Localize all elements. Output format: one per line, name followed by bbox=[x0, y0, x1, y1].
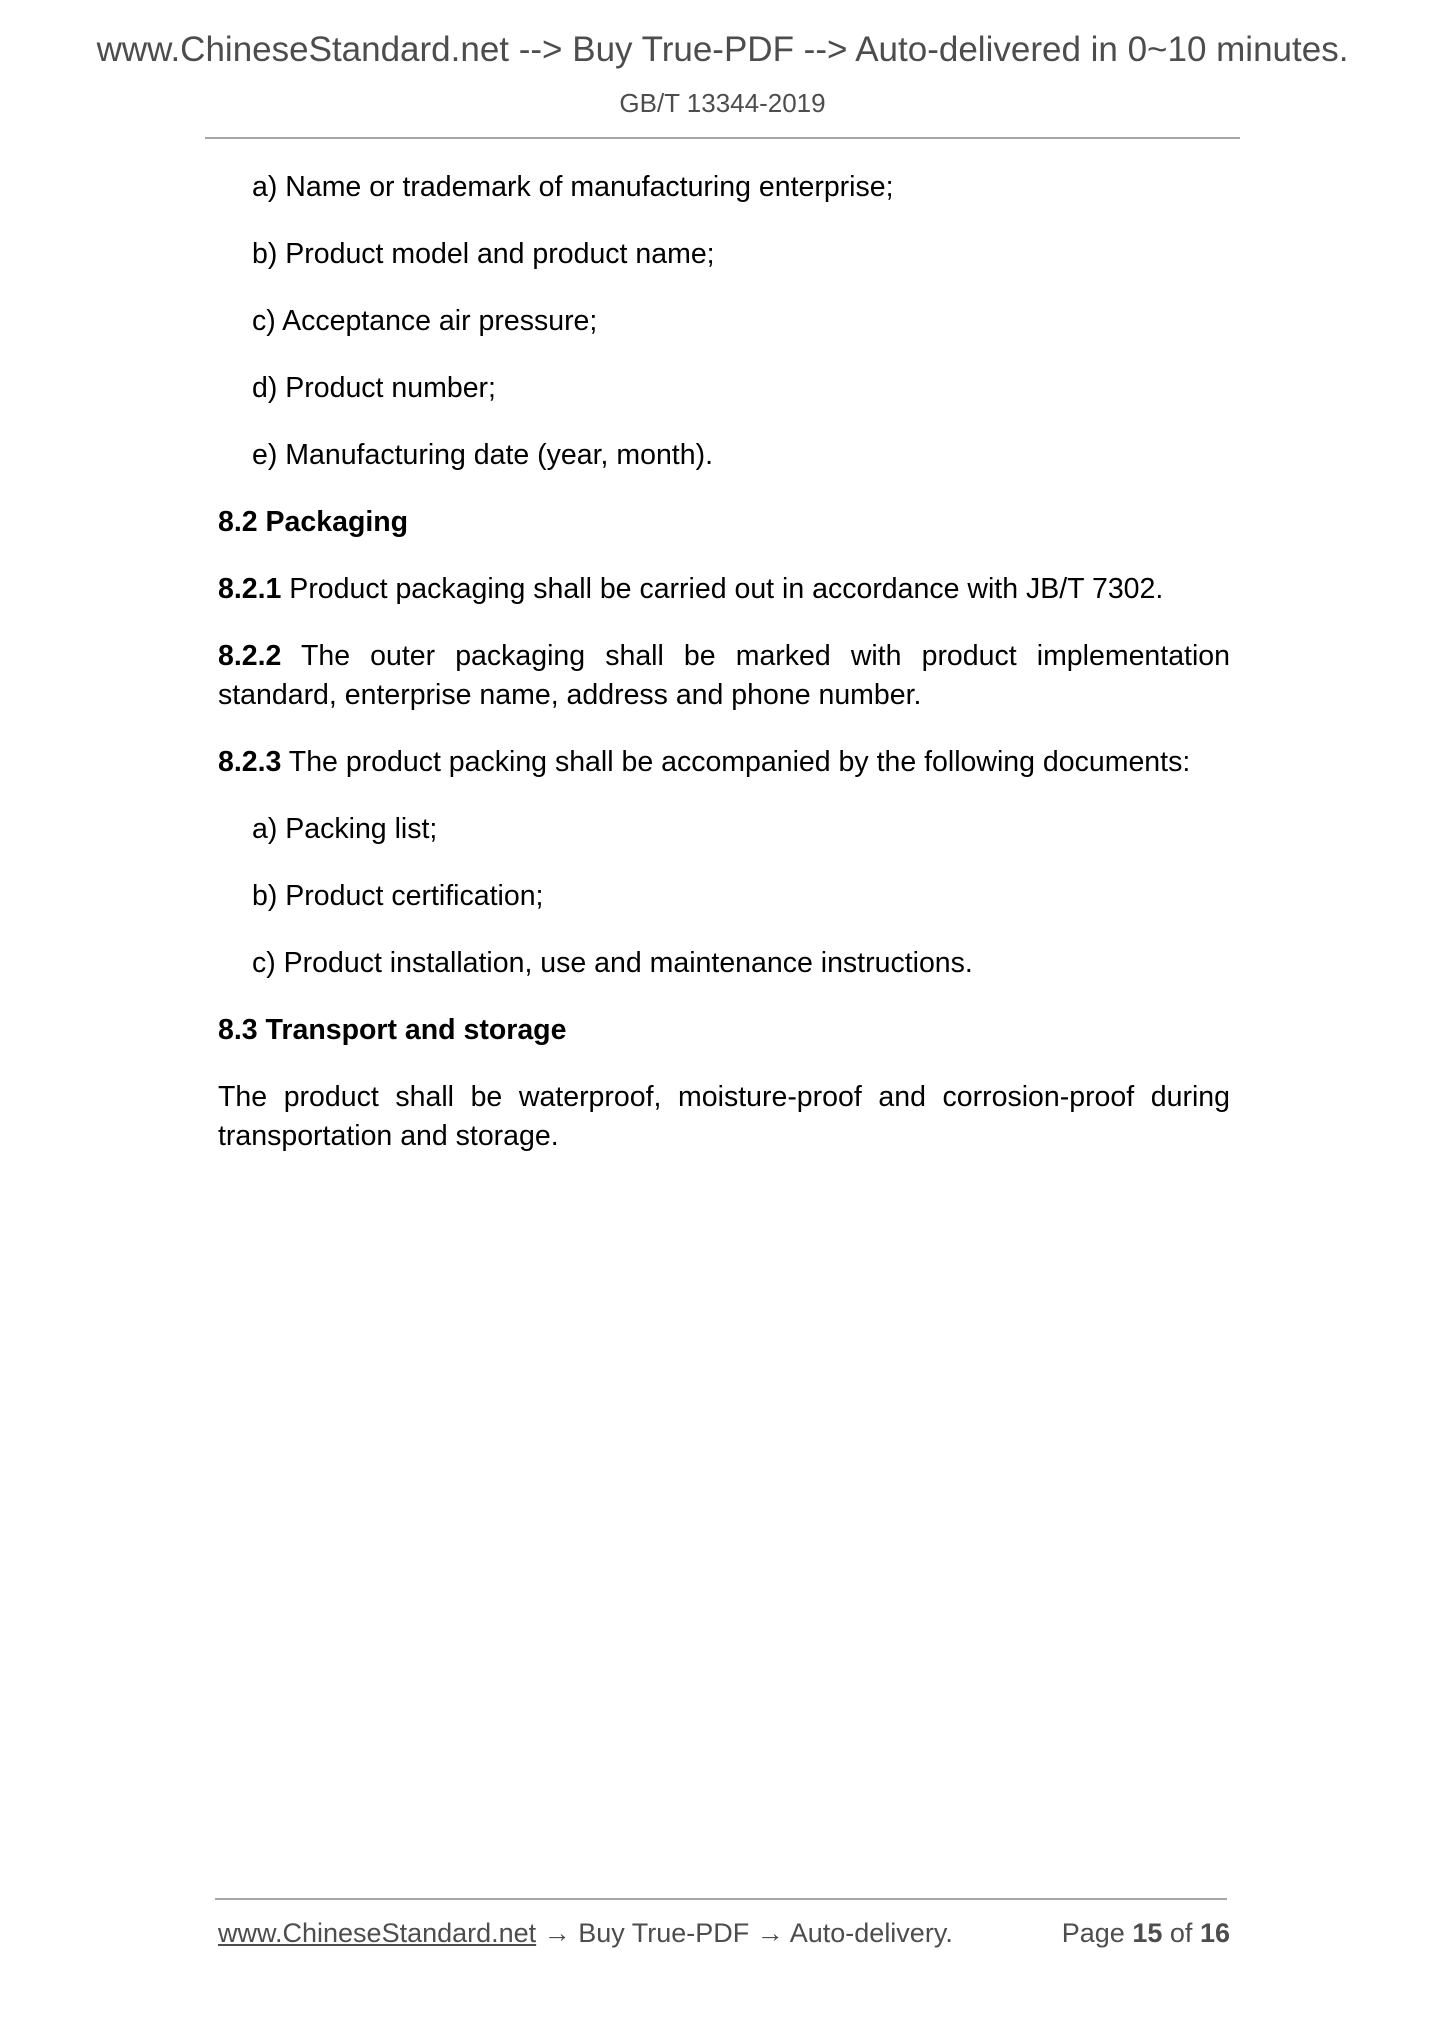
marking-item-a: a) Name or trademark of manufacturing enterprise; bbox=[252, 171, 894, 203]
footer-divider bbox=[215, 1898, 1227, 1900]
clause-text: The outer packaging shall be marked with product implementation standard, enterprise name, address and phone number. bbox=[218, 640, 1230, 711]
clause-text: Product packaging shall be carried out in accordance with JB/T 7302. bbox=[281, 573, 1164, 605]
clause-number: 8.2.1 bbox=[218, 573, 282, 605]
footer-tagline: → Buy True-PDF → Auto-delivery. bbox=[536, 1918, 953, 1948]
marking-item-b: b) Product model and product name; bbox=[252, 238, 715, 270]
section-heading-8-3: 8.3 Transport and storage bbox=[218, 1014, 567, 1046]
page-label: Page bbox=[1061, 1918, 1125, 1948]
document-item-c: c) Product installation, use and maintenance instructions. bbox=[252, 947, 973, 979]
clause-text: The product packing shall be accompanied by the following documents: bbox=[281, 746, 1191, 778]
clause-8-2-3 bbox=[218, 743, 1230, 782]
page-current: 15 bbox=[1132, 1918, 1163, 1948]
header-banner: www.ChineseStandard.net --> Buy True-PDF --> Auto-delivered in 0~10 minutes. bbox=[96, 30, 1349, 69]
standard-code: GB/T 13344-2019 bbox=[619, 88, 826, 118]
document-body bbox=[218, 168, 1230, 1184]
clause-8-2-1 bbox=[218, 570, 1230, 609]
clause-number: 8.2.3 bbox=[218, 746, 282, 778]
footer-site-link[interactable]: www.ChineseStandard.net bbox=[218, 1918, 537, 1948]
page-of-label: of bbox=[1169, 1918, 1193, 1948]
page-indicator bbox=[1062, 1918, 1230, 1949]
document-item-b: b) Product certification; bbox=[252, 880, 544, 912]
page-total: 16 bbox=[1199, 1918, 1230, 1948]
marking-item-e: e) Manufacturing date (year, month). bbox=[252, 439, 713, 471]
clause-8-2-2 bbox=[218, 637, 1230, 715]
marking-item-c: c) Acceptance air pressure; bbox=[252, 305, 598, 337]
section-heading-8-2: 8.2 Packaging bbox=[218, 506, 409, 538]
page-footer bbox=[218, 1918, 1230, 1949]
clause-number: 8.2.2 bbox=[218, 640, 282, 672]
marking-item-d: d) Product number; bbox=[252, 372, 496, 404]
section-8-3-text: The product shall be waterproof, moisture-proof and corrosion-proof during transportation and storage. bbox=[218, 1081, 1230, 1152]
header-divider bbox=[205, 137, 1240, 139]
document-item-a: a) Packing list; bbox=[252, 813, 438, 845]
